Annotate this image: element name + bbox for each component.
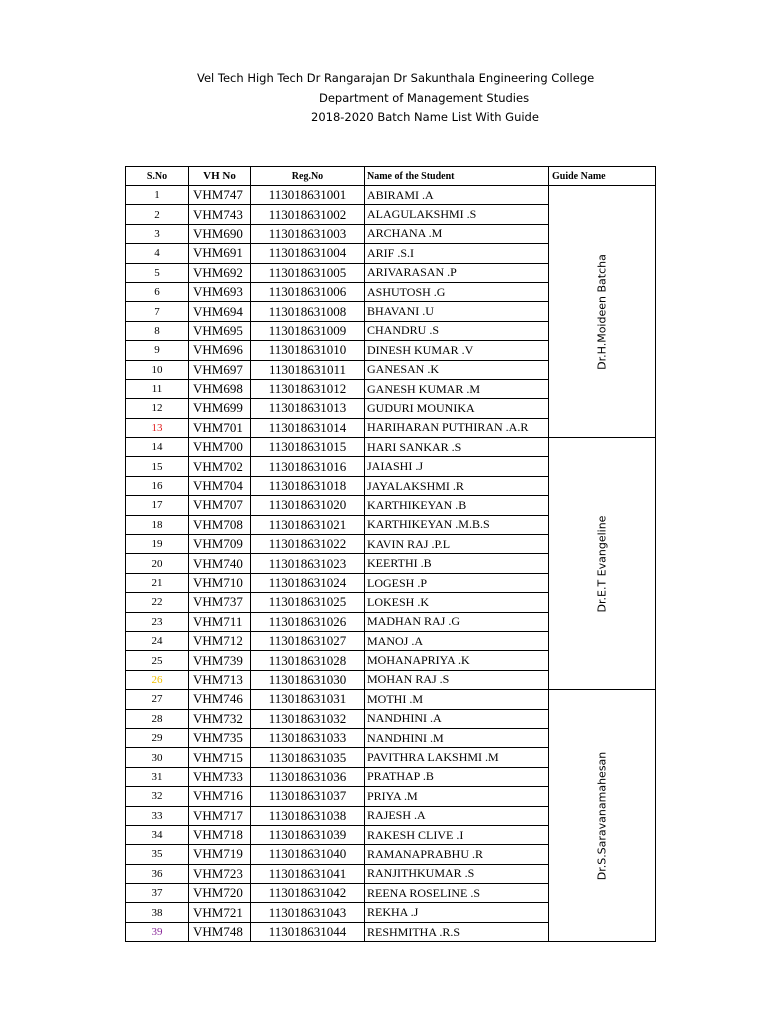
vh-no-cell: VHM715 bbox=[189, 748, 251, 767]
sno-cell: 11 bbox=[126, 379, 189, 398]
sno-cell: 35 bbox=[126, 845, 189, 864]
reg-no-cell: 113018631021 bbox=[251, 515, 365, 534]
vh-no-cell: VHM709 bbox=[189, 535, 251, 554]
sno-cell: 6 bbox=[126, 282, 189, 301]
sno-cell: 36 bbox=[126, 864, 189, 883]
reg-no-cell: 113018631032 bbox=[251, 709, 365, 728]
vh-no-cell: VHM701 bbox=[189, 418, 251, 437]
reg-no-cell: 113018631009 bbox=[251, 321, 365, 340]
reg-no-cell: 113018631010 bbox=[251, 341, 365, 360]
sno-cell: 19 bbox=[126, 535, 189, 554]
col-header-sno: S.No bbox=[126, 167, 189, 186]
sno-cell: 32 bbox=[126, 787, 189, 806]
reg-no-cell: 113018631036 bbox=[251, 767, 365, 786]
vh-no-cell: VHM700 bbox=[189, 438, 251, 457]
reg-no-cell: 113018631041 bbox=[251, 864, 365, 883]
reg-no-cell: 113018631013 bbox=[251, 399, 365, 418]
vh-no-cell: VHM713 bbox=[189, 670, 251, 689]
vh-no-cell: VHM699 bbox=[189, 399, 251, 418]
guide-name: Dr.H.Moideen Batcha bbox=[595, 253, 609, 370]
sno-cell: 5 bbox=[126, 263, 189, 282]
student-name-cell: MOTHI .M bbox=[365, 690, 549, 709]
vh-no-cell: VHM747 bbox=[189, 186, 251, 205]
student-name-cell: NANDHINI .M bbox=[365, 728, 549, 747]
guide-name-cell bbox=[549, 438, 656, 690]
guide-name: Dr.S.Saravanamahesan bbox=[595, 751, 609, 880]
sno-cell: 4 bbox=[126, 244, 189, 263]
reg-no-cell: 113018631024 bbox=[251, 573, 365, 592]
vh-no-cell: VHM720 bbox=[189, 884, 251, 903]
vh-no-cell: VHM719 bbox=[189, 845, 251, 864]
sno-cell: 38 bbox=[126, 903, 189, 922]
reg-no-cell: 113018631006 bbox=[251, 282, 365, 301]
vh-no-cell: VHM711 bbox=[189, 612, 251, 631]
vh-no-cell: VHM748 bbox=[189, 922, 251, 941]
guide-name-cell bbox=[549, 690, 656, 942]
reg-no-cell: 113018631011 bbox=[251, 360, 365, 379]
sno-cell: 33 bbox=[126, 806, 189, 825]
student-name-cell: KAVIN RAJ .P.L bbox=[365, 535, 549, 554]
reg-no-cell: 113018631004 bbox=[251, 244, 365, 263]
vh-no-cell: VHM739 bbox=[189, 651, 251, 670]
guide-name-cell bbox=[549, 186, 656, 438]
vh-no-cell: VHM708 bbox=[189, 515, 251, 534]
student-name-cell: KARTHIKEYAN .B bbox=[365, 496, 549, 515]
list-title: 2018-2020 Batch Name List With Guide bbox=[311, 110, 539, 124]
reg-no-cell: 113018631023 bbox=[251, 554, 365, 573]
student-name-cell: GUDURI MOUNIKA bbox=[365, 399, 549, 418]
reg-no-cell: 113018631044 bbox=[251, 922, 365, 941]
vh-no-cell: VHM692 bbox=[189, 263, 251, 282]
college-name: Vel Tech High Tech Dr Rangarajan Dr Sakunthala Engineering College bbox=[197, 71, 595, 85]
sno-cell: 28 bbox=[126, 709, 189, 728]
reg-no-cell: 113018631016 bbox=[251, 457, 365, 476]
student-name-cell: ARIF .S.I bbox=[365, 244, 549, 263]
student-name-cell: JAYALAKSHMI .R bbox=[365, 476, 549, 495]
sno-cell: 17 bbox=[126, 496, 189, 515]
reg-no-cell: 113018631012 bbox=[251, 379, 365, 398]
sno-cell: 29 bbox=[126, 728, 189, 747]
student-name-cell: LOKESH .K bbox=[365, 593, 549, 612]
table-header-row bbox=[126, 167, 656, 186]
vh-no-cell: VHM697 bbox=[189, 360, 251, 379]
reg-no-cell: 113018631003 bbox=[251, 224, 365, 243]
student-name-cell: MANOJ .A bbox=[365, 631, 549, 650]
vh-no-cell: VHM718 bbox=[189, 825, 251, 844]
sno-cell: 21 bbox=[126, 573, 189, 592]
sno-cell: 18 bbox=[126, 515, 189, 534]
vh-no-cell: VHM693 bbox=[189, 282, 251, 301]
department-name: Department of Management Studies bbox=[319, 91, 530, 105]
student-name-cell: RAJESH .A bbox=[365, 806, 549, 825]
sno-cell: 22 bbox=[126, 593, 189, 612]
sno-cell: 15 bbox=[126, 457, 189, 476]
vh-no-cell: VHM707 bbox=[189, 496, 251, 515]
vh-no-cell: VHM690 bbox=[189, 224, 251, 243]
vh-no-cell: VHM733 bbox=[189, 767, 251, 786]
reg-no-cell: 113018631022 bbox=[251, 535, 365, 554]
reg-no-cell: 113018631043 bbox=[251, 903, 365, 922]
student-name-cell: MOHAN RAJ .S bbox=[365, 670, 549, 689]
vh-no-cell: VHM723 bbox=[189, 864, 251, 883]
sno-cell: 3 bbox=[126, 224, 189, 243]
vh-no-cell: VHM696 bbox=[189, 341, 251, 360]
vh-no-cell: VHM735 bbox=[189, 728, 251, 747]
student-name-cell: HARI SANKAR .S bbox=[365, 438, 549, 457]
reg-no-cell: 113018631008 bbox=[251, 302, 365, 321]
vh-no-cell: VHM695 bbox=[189, 321, 251, 340]
sno-cell: 16 bbox=[126, 476, 189, 495]
student-name-cell: ALAGULAKSHMI .S bbox=[365, 205, 549, 224]
student-name-cell: HARIHARAN PUTHIRAN .A.R bbox=[365, 418, 549, 437]
student-name-cell: ABIRAMI .A bbox=[365, 186, 549, 205]
guide-name: Dr.E.T Evangeline bbox=[595, 515, 609, 613]
student-name-cell: GANESAN .K bbox=[365, 360, 549, 379]
sno-cell: 26 bbox=[126, 670, 189, 689]
col-header-guide-name: Guide Name bbox=[549, 167, 656, 186]
student-name-cell: MOHANAPRIYA .K bbox=[365, 651, 549, 670]
reg-no-cell: 113018631018 bbox=[251, 476, 365, 495]
table-body bbox=[126, 186, 656, 942]
reg-no-cell: 113018631033 bbox=[251, 728, 365, 747]
vh-no-cell: VHM691 bbox=[189, 244, 251, 263]
sno-cell: 34 bbox=[126, 825, 189, 844]
vh-no-cell: VHM716 bbox=[189, 787, 251, 806]
student-name-cell: LOGESH .P bbox=[365, 573, 549, 592]
student-name-cell: RAKESH CLIVE .I bbox=[365, 825, 549, 844]
reg-no-cell: 113018631038 bbox=[251, 806, 365, 825]
vh-no-cell: VHM704 bbox=[189, 476, 251, 495]
sno-cell: 14 bbox=[126, 438, 189, 457]
sno-cell: 8 bbox=[126, 321, 189, 340]
sno-cell: 1 bbox=[126, 186, 189, 205]
student-name-cell: MADHAN RAJ .G bbox=[365, 612, 549, 631]
sno-cell: 7 bbox=[126, 302, 189, 321]
table-row bbox=[126, 186, 656, 205]
sno-cell: 10 bbox=[126, 360, 189, 379]
reg-no-cell: 113018631040 bbox=[251, 845, 365, 864]
col-header-reg-no: Reg.No bbox=[251, 167, 365, 186]
reg-no-cell: 113018631014 bbox=[251, 418, 365, 437]
vh-no-cell: VHM732 bbox=[189, 709, 251, 728]
reg-no-cell: 113018631025 bbox=[251, 593, 365, 612]
vh-no-cell: VHM698 bbox=[189, 379, 251, 398]
sno-cell: 20 bbox=[126, 554, 189, 573]
student-name-cell: PAVITHRA LAKSHMI .M bbox=[365, 748, 549, 767]
vh-no-cell: VHM740 bbox=[189, 554, 251, 573]
student-name-cell: KARTHIKEYAN .M.B.S bbox=[365, 515, 549, 534]
reg-no-cell: 113018631027 bbox=[251, 631, 365, 650]
student-name-cell: NANDHINI .A bbox=[365, 709, 549, 728]
reg-no-cell: 113018631031 bbox=[251, 690, 365, 709]
vh-no-cell: VHM737 bbox=[189, 593, 251, 612]
student-name-cell: RAMANAPRABHU .R bbox=[365, 845, 549, 864]
sno-cell: 24 bbox=[126, 631, 189, 650]
sno-cell: 23 bbox=[126, 612, 189, 631]
vh-no-cell: VHM702 bbox=[189, 457, 251, 476]
sno-cell: 37 bbox=[126, 884, 189, 903]
sno-cell: 13 bbox=[126, 418, 189, 437]
vh-no-cell: VHM721 bbox=[189, 903, 251, 922]
student-name-cell: DINESH KUMAR .V bbox=[365, 341, 549, 360]
sno-cell: 31 bbox=[126, 767, 189, 786]
reg-no-cell: 113018631002 bbox=[251, 205, 365, 224]
sno-cell: 12 bbox=[126, 399, 189, 418]
student-name-cell: KEERTHI .B bbox=[365, 554, 549, 573]
student-name-cell: PRIYA .M bbox=[365, 787, 549, 806]
student-name-cell: GANESH KUMAR .M bbox=[365, 379, 549, 398]
student-name-cell: REENA ROSELINE .S bbox=[365, 884, 549, 903]
vh-no-cell: VHM717 bbox=[189, 806, 251, 825]
student-name-cell: PRATHAP .B bbox=[365, 767, 549, 786]
reg-no-cell: 113018631028 bbox=[251, 651, 365, 670]
vh-no-cell: VHM743 bbox=[189, 205, 251, 224]
student-name-cell: BHAVANI .U bbox=[365, 302, 549, 321]
sno-cell: 27 bbox=[126, 690, 189, 709]
col-header-student-name: Name of the Student bbox=[365, 167, 549, 186]
student-name-cell: RANJITHKUMAR .S bbox=[365, 864, 549, 883]
reg-no-cell: 113018631020 bbox=[251, 496, 365, 515]
vh-no-cell: VHM710 bbox=[189, 573, 251, 592]
sno-cell: 25 bbox=[126, 651, 189, 670]
sno-cell: 9 bbox=[126, 341, 189, 360]
table-row bbox=[126, 690, 656, 709]
student-guide-table bbox=[125, 166, 656, 942]
student-name-cell: ARCHANA .M bbox=[365, 224, 549, 243]
reg-no-cell: 113018631001 bbox=[251, 186, 365, 205]
student-name-cell: CHANDRU .S bbox=[365, 321, 549, 340]
sno-cell: 2 bbox=[126, 205, 189, 224]
col-header-vh-no: VH No bbox=[189, 167, 251, 186]
reg-no-cell: 113018631026 bbox=[251, 612, 365, 631]
reg-no-cell: 113018631039 bbox=[251, 825, 365, 844]
vh-no-cell: VHM712 bbox=[189, 631, 251, 650]
reg-no-cell: 113018631005 bbox=[251, 263, 365, 282]
student-name-cell: ARIVARASAN .P bbox=[365, 263, 549, 282]
student-name-cell: ASHUTOSH .G bbox=[365, 282, 549, 301]
reg-no-cell: 113018631015 bbox=[251, 438, 365, 457]
student-name-cell: REKHA .J bbox=[365, 903, 549, 922]
reg-no-cell: 113018631042 bbox=[251, 884, 365, 903]
vh-no-cell: VHM694 bbox=[189, 302, 251, 321]
table-row bbox=[126, 438, 656, 457]
reg-no-cell: 113018631035 bbox=[251, 748, 365, 767]
reg-no-cell: 113018631037 bbox=[251, 787, 365, 806]
reg-no-cell: 113018631030 bbox=[251, 670, 365, 689]
sno-cell: 30 bbox=[126, 748, 189, 767]
student-name-cell: JAIASHI .J bbox=[365, 457, 549, 476]
student-name-cell: RESHMITHA .R.S bbox=[365, 922, 549, 941]
vh-no-cell: VHM746 bbox=[189, 690, 251, 709]
sno-cell: 39 bbox=[126, 922, 189, 941]
